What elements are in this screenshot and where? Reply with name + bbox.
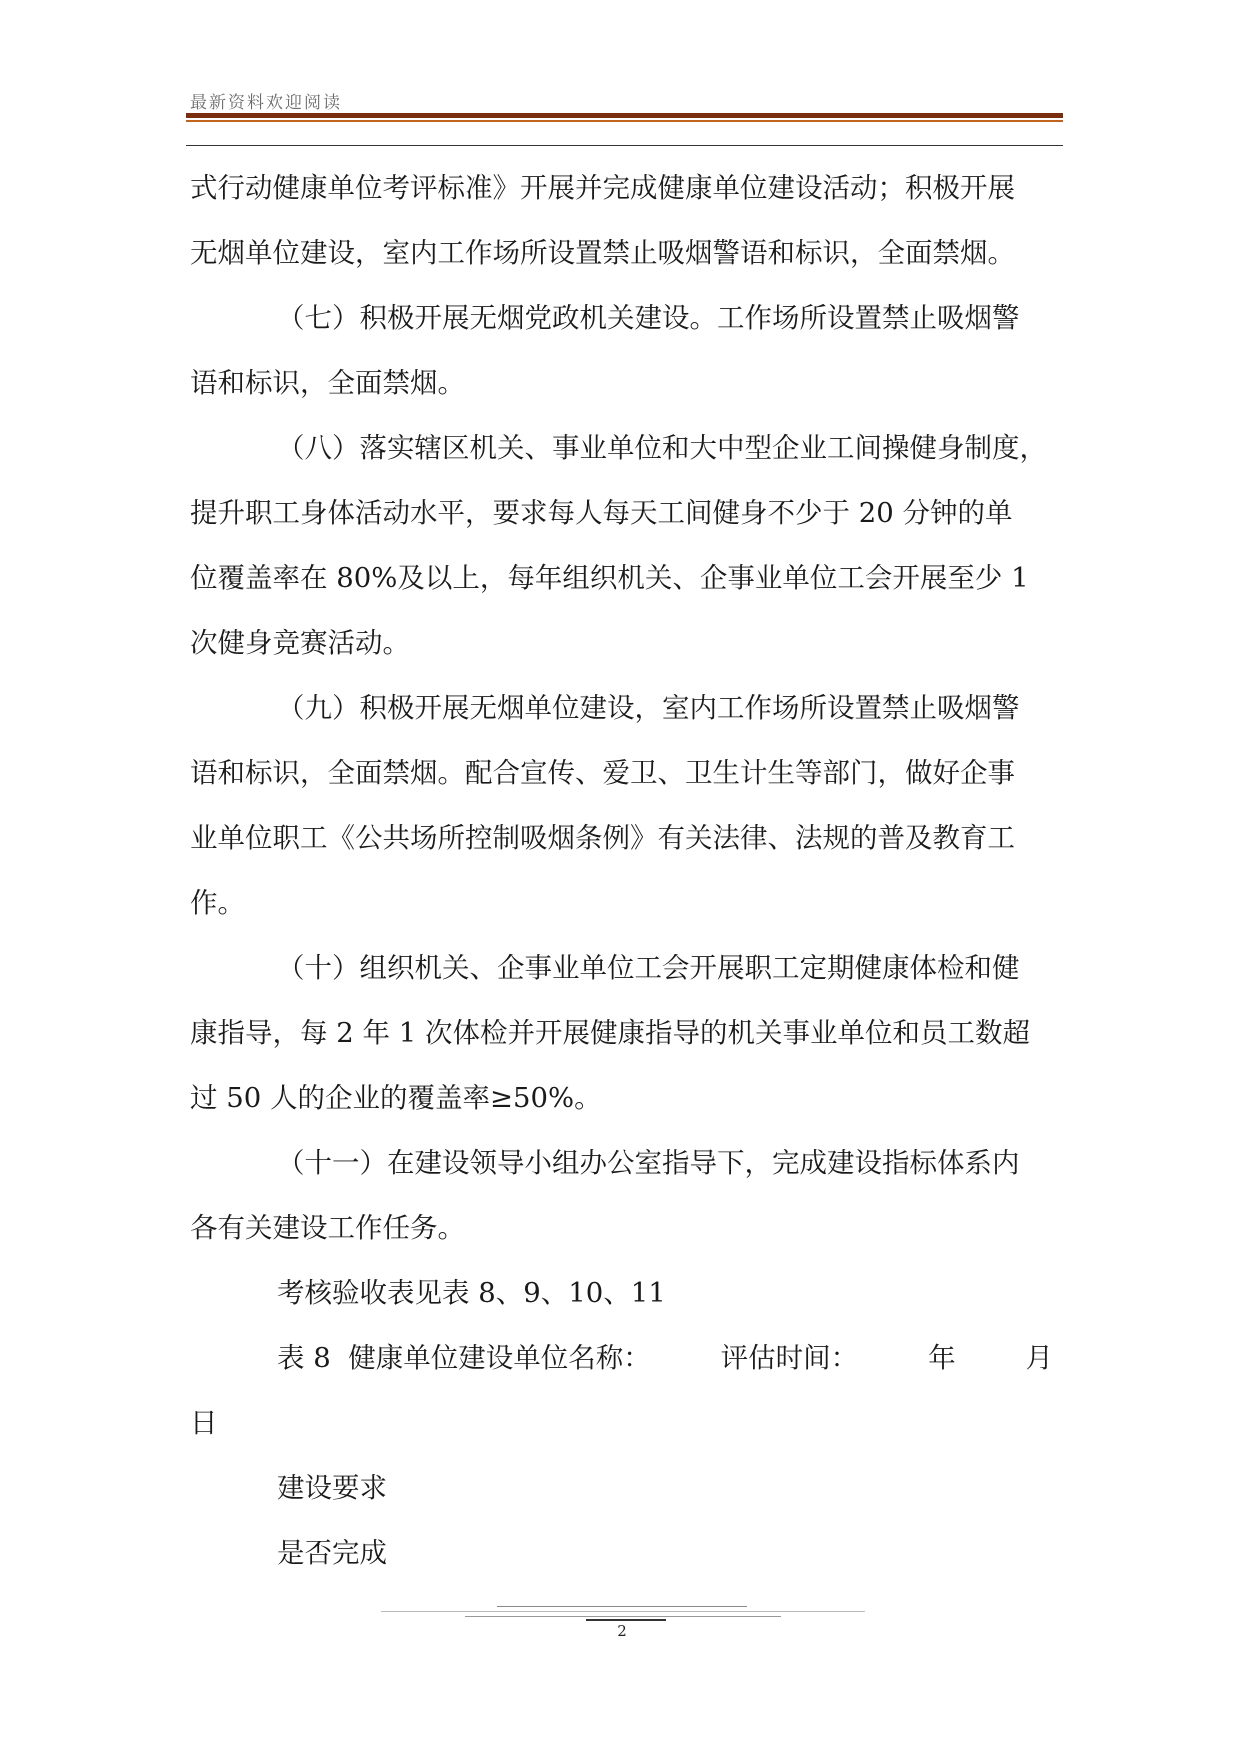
header-rule-thick xyxy=(186,113,1063,118)
paragraph-line: 式行动健康单位考评标准》开展并完成健康单位建设活动；积极开展 xyxy=(190,172,1015,204)
paragraph-line: 是否完成 xyxy=(277,1537,387,1569)
paragraph-line: 表 8 健康单位建设单位名称： 评估时间： 年 月 xyxy=(277,1342,1054,1374)
paragraph-line: 建设要求 xyxy=(277,1472,387,1504)
page-number: 2 xyxy=(617,1622,627,1640)
header-rule-accent xyxy=(186,120,1063,122)
paragraph-line: 无烟单位建设，室内工作场所设置禁止吸烟警语和标识，全面禁烟。 xyxy=(190,237,1015,269)
paragraph-line: 作。 xyxy=(190,887,245,919)
header-rule-thin xyxy=(186,145,1063,146)
paragraph-line: 康指导，每 2 年 1 次体检并开展健康指导的机关事业单位和员工数超 xyxy=(190,1017,1030,1049)
footer-rule xyxy=(497,1606,747,1607)
paragraph-line: 次健身竞赛活动。 xyxy=(190,627,410,659)
paragraph-line: 语和标识，全面禁烟。配合宣传、爱卫、卫生计生等部门，做好企事 xyxy=(190,757,1015,789)
running-header: 最新资料欢迎阅读 xyxy=(190,93,342,113)
paragraph-line: 考核验收表见表 8、9、10、11 xyxy=(277,1277,666,1309)
document-body xyxy=(190,156,1090,1586)
footer-rule xyxy=(586,1619,666,1621)
paragraph-line: 位覆盖率在 80%及以上，每年组织机关、企事业单位工会开展至少 1 xyxy=(190,562,1029,594)
footer-rule xyxy=(465,1616,781,1617)
paragraph-line: 提升职工身体活动水平，要求每人每天工间健身不少于 20 分钟的单 xyxy=(190,497,1013,529)
paragraph-line: （七）积极开展无烟党政机关建设。工作场所设置禁止吸烟警 xyxy=(277,302,1020,334)
paragraph-line: （十）组织机关、企事业单位工会开展职工定期健康体检和健 xyxy=(277,952,1020,984)
paragraph-line: （九）积极开展无烟单位建设，室内工作场所设置禁止吸烟警 xyxy=(277,692,1020,724)
paragraph-line: 语和标识，全面禁烟。 xyxy=(190,367,465,399)
paragraph-line: 业单位职工《公共场所控制吸烟条例》有关法律、法规的普及教育工 xyxy=(190,822,1015,854)
paragraph-line: （八）落实辖区机关、事业单位和大中型企业工间操健身制度， xyxy=(277,432,1047,464)
paragraph-line: 过 50 人的企业的覆盖率≥50%。 xyxy=(190,1082,602,1114)
paragraph-line: 各有关建设工作任务。 xyxy=(190,1212,465,1244)
footer-rule xyxy=(381,1611,865,1612)
paragraph-line: 日 xyxy=(190,1407,218,1439)
paragraph-line: （十一）在建设领导小组办公室指导下，完成建设指标体系内 xyxy=(277,1147,1020,1179)
